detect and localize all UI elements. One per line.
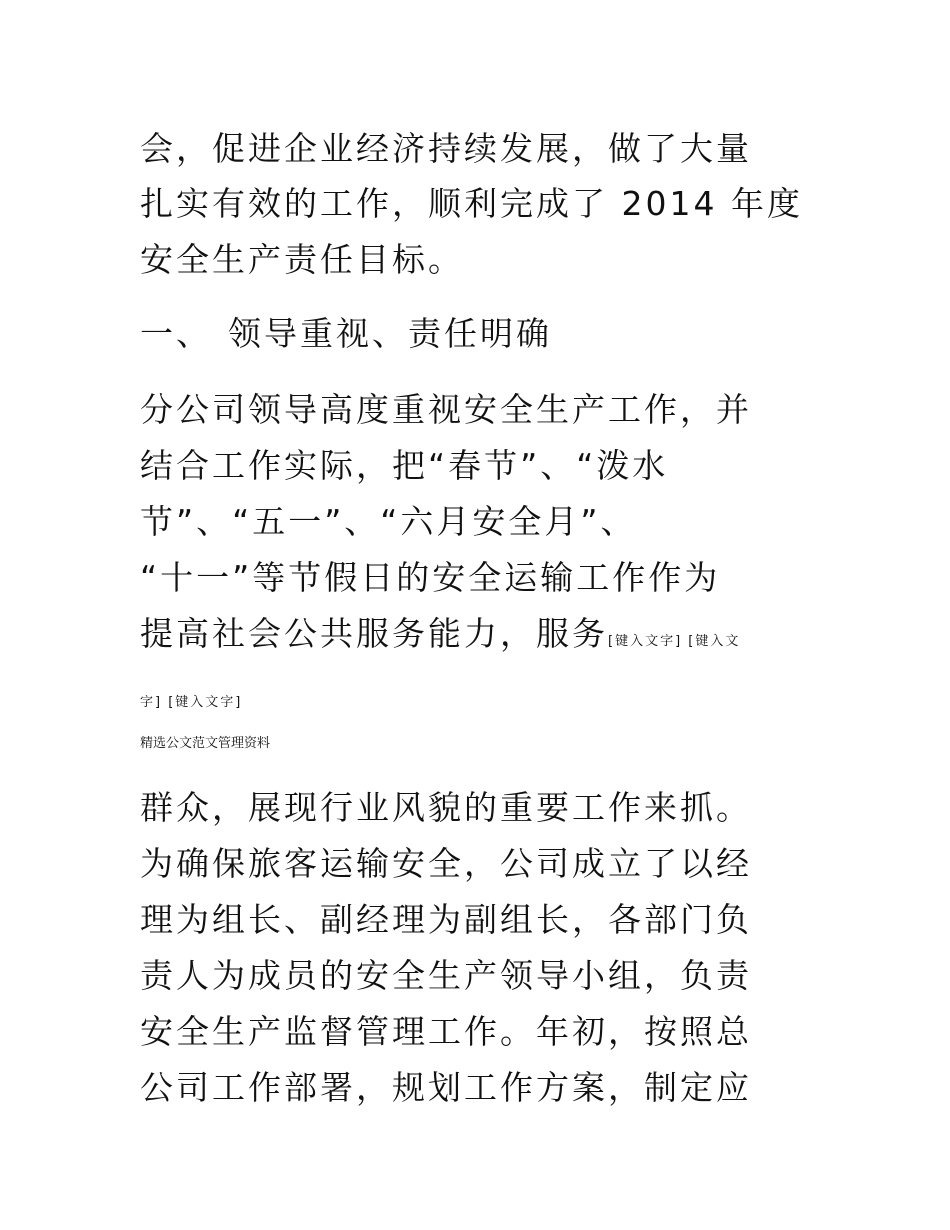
header-placeholder-inline: [键入文字] [键入文 [608, 634, 741, 649]
intro-line-3: 安全生产责任目标。 [140, 240, 464, 279]
section-line-1: 分公司领导高度重视安全生产工作，并 [140, 390, 752, 429]
footer-note: 精选公文范文管理资料 [140, 736, 271, 751]
continued-line-4: 责人为成员的安全生产领导小组，负责 [140, 956, 752, 995]
section-line-3: 节”、“五一”、“六月安全月”、 [140, 502, 637, 541]
section-number: 一、 [140, 314, 212, 353]
section-line-2: 结合工作实际，把“春节”、“泼水 [140, 446, 669, 485]
section-line-5 [140, 614, 740, 662]
intro-line-2: 扎实有效的工作，顺利完成了 2014 年度 [140, 184, 803, 223]
continued-line-2: 为确保旅客运输安全，公司成立了以经 [140, 844, 752, 883]
section-line-5-text: 提高社会公共服务能力，服务 [140, 614, 608, 653]
continued-line-1: 群众，展现行业风貌的重要工作来抓。 [140, 788, 752, 827]
intro-line-1: 会，促进企业经济持续发展，做了大量 [140, 129, 752, 168]
header-placeholder-continued: 字] [键入文字] [140, 695, 243, 710]
continued-line-6: 公司工作部署，规划工作方案，制定应 [140, 1068, 752, 1107]
section-heading [140, 314, 552, 354]
continued-line-5: 安全生产监督管理工作。年初，按照总 [140, 1012, 752, 1051]
section-title: 领导重视、责任明确 [228, 314, 552, 353]
continued-line-3: 理为组长、副经理为副组长，各部门负 [140, 900, 752, 939]
section-line-4: “十一”等节假日的安全运输工作作为 [140, 558, 721, 597]
